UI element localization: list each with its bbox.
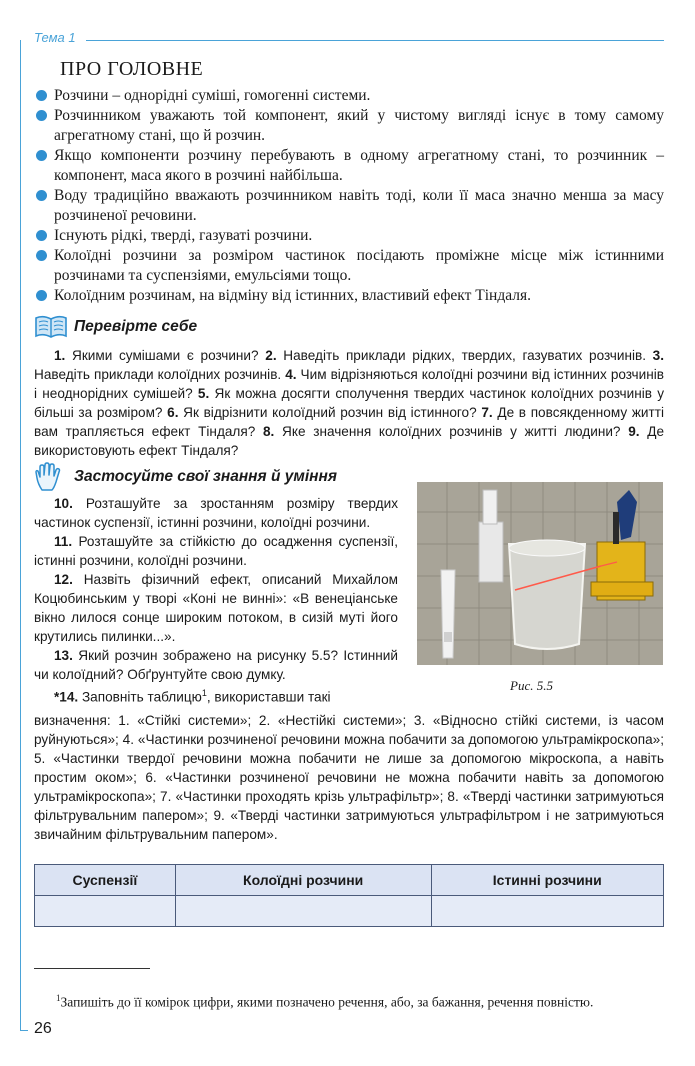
summary-item: Розчинником уважають той компонент, який у чистому вигляді існує в тому самому агрегатному стані, що й розчин.: [36, 106, 664, 146]
table-cell: [431, 896, 663, 927]
tyndall-effect-photo: [417, 482, 663, 665]
table-header: Колоїдні розчини: [175, 865, 431, 896]
bullet-icon: [36, 230, 47, 241]
task-item: 12. Назвіть фізичний ефект, описаний Михайлом Коцюбинським у творі «Коні не винні»: «В венеціанське вікно лилося сонце широким потоком, в сизій муті його крутились пилинки...».: [34, 572, 398, 644]
header-rule: [86, 40, 664, 41]
table-header: Суспензії: [35, 865, 176, 896]
tasks-column: [34, 494, 398, 707]
check-questions: 1. Якими сумішами є розчини? 2. Наведіть приклади рідких, твердих, газуватих розчинів. 3. Наведіть приклади колоїдних розчинів. 4. Чим відрізняються колоїдні розчини від істинних розчинів і неоднорідних сумішей? 5. Як можна досягти сполучення твердих частинок колоїдних розчинів у більші за розміром? 6. Як відрізнити колоїдний розчин від істинного? 7. Де в повсякденному житті вам трапляється ефект Тіндаля? 8. Яке значення колоїдних розчинів у житті людини? 9. Де використовують ефект Тіндаля?: [34, 348, 665, 458]
bullet-icon: [36, 150, 47, 161]
table-cell: [175, 896, 431, 927]
margin-rule-cap: [20, 1030, 28, 1031]
task-item: 10. Розташуйте за зростанням розміру твердих частинок суспензії, істинні розчини, колоїдні розчини.: [34, 496, 398, 530]
task-14-definitions: визначення: 1. «Стійкі системи»; 2. «Нестійкі системи»; 3. «Відносно стійкі системи, із часом руйнуються»; 4. «Частинки розчиненої речовини можна побачити за допомогою ультрамікроскопа»; 5. «Частинки твердої речовини можна побачити не лише за допомогою мікроскопа, а навіть простим оком»; 6. «Частинки розчиненої речовини не можна побачити навіть за допомогою ультрамікроскопа»; 7. «Частинки проходять крізь ультрафільтр»; 8. «Тверді частинки затримуються фільтрувальним папером»; 9. «Тверді частинки затримуються ультрафільтром і не затримуються звичайним фільтрувальним папером».: [34, 713, 664, 842]
check-heading: Перевірте себе: [74, 318, 198, 335]
footnote-mark: 1: [56, 992, 61, 1003]
summary-item: Колоїдним розчинам, на відміну від істинних, властивий ефект Тіндаля.: [36, 286, 664, 306]
hand-icon: [34, 462, 62, 492]
bullet-icon: [36, 250, 47, 261]
summary-item: Воду традиційно вважають розчинником навіть тоді, коли її маса значно менша за масу розчиненої речовини.: [36, 186, 664, 226]
apply-heading: Застосуйте свої знання й уміння: [74, 468, 338, 485]
task-item-14: *14. Заповніть таблицю$^1$, використавши такі: [54, 688, 331, 705]
bullet-icon: [36, 90, 47, 101]
table-row: [35, 896, 664, 927]
bullet-icon: [36, 290, 47, 301]
task-item: 11. Розташуйте за стійкістю до осадження суспензії, істинні розчини, колоїдні розчини.: [34, 534, 398, 568]
open-book-icon: [34, 314, 68, 340]
margin-rule: [20, 40, 21, 1030]
summary-item: Колоїдні розчини за розміром частинок посідають проміжне місце між істинними розчинами та суспензіями, емульсіями тощо.: [36, 246, 664, 286]
table-header-row: [35, 865, 664, 896]
table-header: Істинні розчини: [431, 865, 663, 896]
page-number: 26: [34, 1020, 52, 1037]
bullet-icon: [36, 190, 47, 201]
summary-list: [36, 86, 664, 306]
figure-caption: Рис. 5.5: [510, 678, 553, 693]
footnote: $^1$Запишіть до її комірок цифри, якими позначено речення, або, за бажання, речення повністю.: [56, 992, 594, 1009]
summary-item: Якщо компоненти розчину перебувають в одному агрегатному стані, то розчинник – компонент, маса якого в розчині найбільша.: [36, 146, 664, 186]
table-cell: [35, 896, 176, 927]
task-item: 13. Який розчин зображено на рисунку 5.5? Істинний чи колоїдний? Обґрунтуйте свою думку.: [34, 648, 398, 682]
classification-table: [34, 864, 664, 927]
footnote-ref: 1: [201, 688, 207, 698]
summary-item: Існують рідкі, тверді, газуваті розчини.: [36, 226, 664, 246]
bullet-icon: [36, 110, 47, 121]
topic-label: Тема 1: [34, 30, 76, 45]
footnote-rule: [34, 968, 150, 969]
section-title: ПРО ГОЛОВНЕ: [60, 58, 204, 80]
summary-item: Розчини – однорідні суміші, гомогенні системи.: [36, 86, 664, 106]
